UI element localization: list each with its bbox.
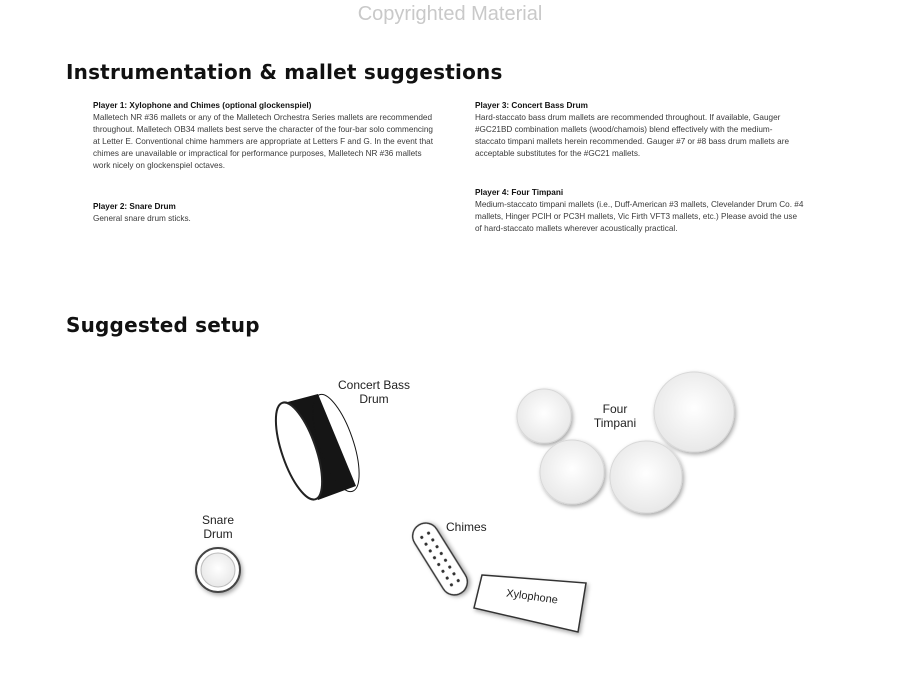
player-2-title: Player 2: Snare Drum	[93, 202, 176, 211]
chimes-label: Chimes	[446, 520, 487, 534]
timpani-label: Four Timpani	[593, 402, 637, 430]
xylophone-label: Xylophone	[505, 587, 559, 607]
timpani-icon	[517, 372, 734, 513]
copyright-watermark: Copyrighted Material	[357, 3, 543, 25]
bass-drum-icon	[266, 389, 368, 505]
player-3-title: Player 3: Concert Bass Drum	[475, 101, 588, 110]
player-1-text: Malletech NR #36 mallets or any of the Malletech Orchestra Series mallets are recommended throughout. Malletech OB34 mallets best serve the character of the four-bar solo commencing at Letter E. Conventional chime hammers are appropriate at Letters F and G. In the event that chimes are unavailable or impractical for performance purposes, Malletech NR #36 mallets work nicely on glockenspiel octaves.	[93, 113, 433, 170]
player-2-text: General snare drum sticks.	[93, 214, 191, 223]
player-1-title: Player 1: Xylophone and Chimes (optional glockenspiel)	[93, 101, 312, 110]
snare-drum-icon	[196, 548, 240, 592]
player-4-text: Medium-staccato timpani mallets (i.e., Duff-American #3 mallets, Clevelander Drum Co. #4 mallets, Hinger PCIH or PC3H mallets, Vic Firth VFT3 mallets, etc.) Please avoid the use of hard-staccato mallets wherever acoustically practical.	[475, 200, 804, 233]
player-3-text: Hard-staccato bass drum mallets are recommended throughout. If available, Gauger #GC21BD combination mallets (wood/chamois) blend effectively with the medium-staccato timpani mallets herein recommended. Gauger #7 or #8 bass drum mallets are acceptable substitutes for the #GC21 mallets.	[475, 113, 790, 158]
snare-drum-label: Snare Drum	[201, 513, 235, 541]
setup-heading: Suggested setup	[66, 313, 260, 337]
player-4-title: Player 4: Four Timpani	[475, 188, 564, 197]
bass-drum-label: Concert Bass Drum	[337, 378, 411, 406]
instrumentation-heading: Instrumentation & mallet suggestions	[66, 60, 503, 84]
